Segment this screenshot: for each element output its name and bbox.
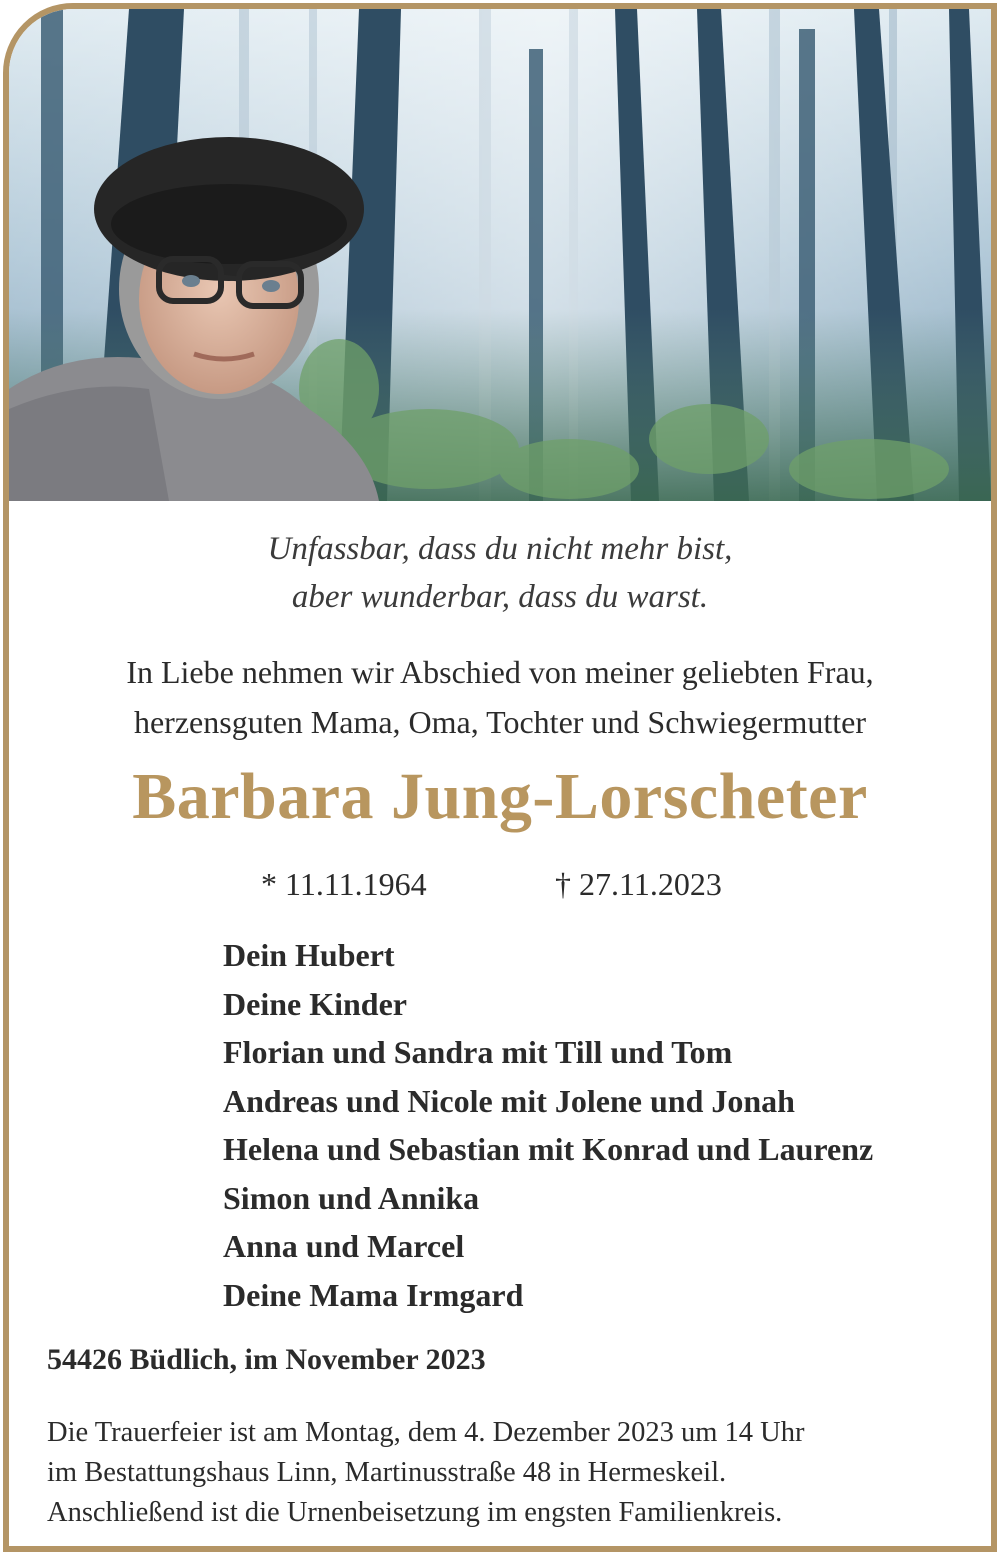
birth-date: * 11.11.1964 [261,866,427,902]
family-line: Helena und Sebastian mit Konrad und Laurenz [223,1131,874,1167]
intro-line-1: In Liebe nehmen wir Abschied von meiner geliebten Frau, [126,654,874,690]
quote-line-1: Unfassbar, dass du nicht mehr bist, [267,531,733,567]
death-date: † 27.11.2023 [555,866,722,902]
ceremony-line-3: Anschließend ist die Urnenbeisetzung im engsten Familienkreis. [47,1497,783,1528]
place-and-date: 54426 Büdlich, im November 2023 [47,1343,486,1376]
intro-line-2: herzensguten Mama, Oma, Tochter und Schwiegermutter [133,704,867,740]
family-line: Anna und Marcel [223,1228,465,1264]
forest-portrait-image [9,9,991,501]
family-line: Florian und Sandra mit Till und Tom [223,1034,733,1070]
quote-line-2: aber wunderbar, dass du warst. [291,579,709,615]
family-line: Andreas und Nicole mit Jolene und Jonah [223,1082,795,1119]
family-line: Dein Hubert [223,937,395,973]
ceremony-line-2: im Bestattungshaus Linn, Martinusstraße 48 in Hermeskeil. [47,1457,727,1488]
memorial-quote [9,525,991,621]
ceremony-line-1: Die Trauerfeier ist am Montag, dem 4. Dezember 2023 um 14 Uhr [47,1417,805,1448]
family-list [223,931,983,1319]
farewell-intro [9,647,991,747]
family-line: Deine Kinder [223,985,407,1022]
ceremony-info [47,1413,987,1533]
gold-frame [3,3,997,1552]
deceased-name: Barbara Jung-Lorscheter [132,760,868,833]
family-line: Deine Mama Irmgard [223,1276,524,1313]
header-photo [9,9,991,501]
family-line: Simon und Annika [223,1179,480,1216]
